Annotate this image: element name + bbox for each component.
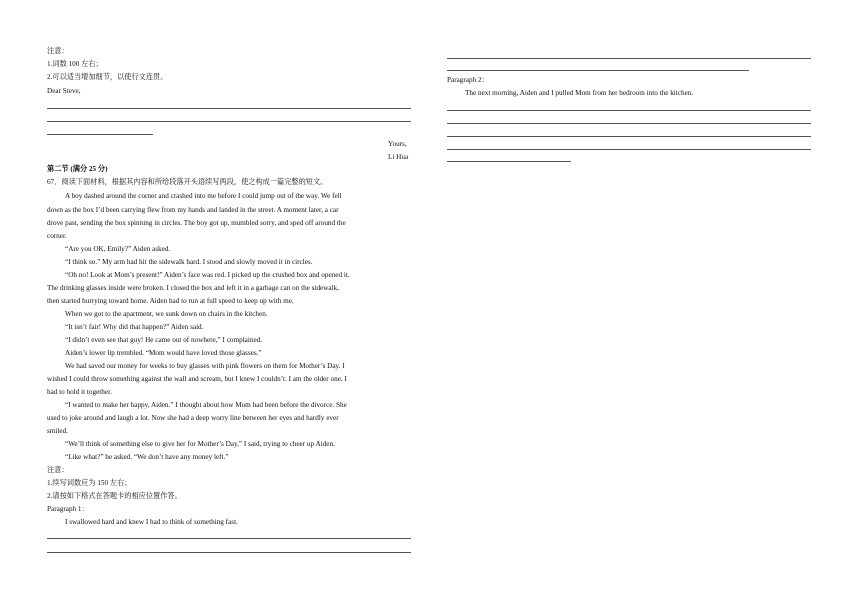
story-line: “I think so.” My arm had hit the sidewalk hard. I stood and slowly moved it in circles. [65,258,313,266]
paragraph-2-opening: The next morning, Aiden and I pulled Mom from her bedroom into the kitchen. [465,89,694,97]
letter-salutation: Dear Steve, [47,87,81,95]
story-line: “I wanted to make her happy, Aiden.” I thought about how Mom had been before the divorce. She [65,401,347,409]
story-line: drove past, sending the box spinning in circles. The boy got up, mumbled sorry, and sped off around the [47,219,346,227]
note-item: 2.请按如下格式在答题卡的相应位置作答。 [47,492,182,500]
story-line: The drinking glasses inside were broken. I closed the box and left it in a garbage can on the sidewalk, [47,284,340,292]
question-instruction: 67．阅读下面材料，根据其内容和所给段落开头语续写两段，使之构成一篇完整的短文。 [47,178,328,186]
writing-line [47,552,411,553]
paragraph-1-opening: I swallowed hard and knew I had to think of something fast. [65,518,238,526]
story-line: had to hold it together. [47,388,112,396]
story-line: “Oh no! Look at Mom’s present!” Aiden’s face was red. I picked up the crushed box and opened it. [65,271,350,279]
writing-line [447,58,811,59]
note-item: 2.可以适当增加细节，以使行文连贯。 [47,73,168,81]
letter-signature: Li Hua [388,153,409,161]
story-line: then started hurrying toward home. Aiden had to run at full speed to keep up with me. [47,297,294,305]
writing-line [447,149,811,150]
note-item: 1.续写词数应为 150 左右； [47,479,132,487]
section-title: 第二节 (满分 25 分) [47,165,108,173]
story-line: “We’ll think of something else to give her for Mother’s Day,” I said, trying to cheer up Aiden. [65,440,335,448]
writing-line [47,134,153,135]
story-line: Aiden’s lower lip trembled. “Mom would have loved those glasses.” [65,349,262,357]
story-line: When we got to the apartment, we sunk down on chairs in the kitchen. [65,310,268,318]
story-line: down as the box I’d been carrying flew from my hands and landed in the street. A moment later, a car [47,206,339,214]
story-line: “I didn’t even see that guy! He came out of nowhere,” I complained. [65,336,263,344]
writing-line [447,110,811,111]
writing-line [447,161,571,162]
story-line: “It isn’t fair! Why did that happen?” Aiden said. [65,323,204,331]
paragraph-1-label: Paragraph 1： [47,505,89,513]
story-line: “Are you OK, Emily?” Aiden asked. [65,245,171,253]
story-line: wished I could throw something against the wall and scream, but I knew I couldn’t. I am the older one. I [47,375,347,383]
writing-line [47,538,411,539]
paragraph-2-label: Paragraph 2： [447,76,489,84]
story-line: “Like what?” he asked. “We don’t have any money left.” [65,453,229,461]
writing-line [47,108,411,109]
letter-closing: Yours, [388,140,407,148]
writing-line [447,123,811,124]
writing-line [447,70,749,71]
note-item: 1.词数 100 左右； [47,60,103,68]
story-line: We had saved our money for weeks to buy glasses with pink flowers on them for Mother’s Day. I [65,362,345,370]
story-line: corner. [47,232,67,240]
note-title: 注意： [47,466,69,474]
note-title: 注意： [47,47,69,55]
story-line: used to joke around and laugh a lot. Now she had a deep worry line between her eyes and hardly ever [47,414,339,422]
writing-line [47,121,411,122]
writing-line [447,136,811,137]
story-line: smiled. [47,427,68,435]
story-line: A boy dashed around the corner and crashed into me before I could jump out of the way. We fell [65,192,342,200]
